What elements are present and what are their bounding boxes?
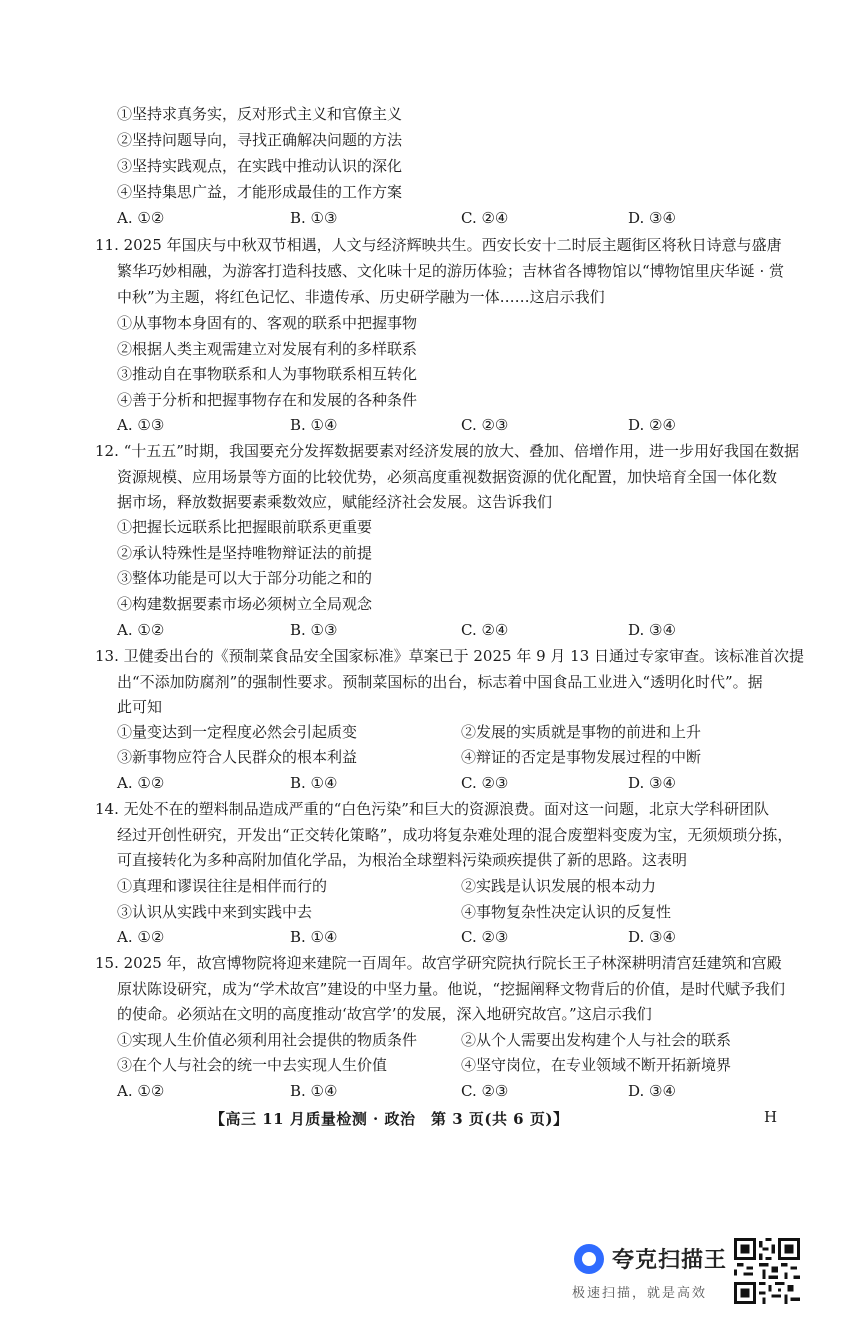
q14-item-3: ③认识从实践中来到实践中去	[117, 903, 313, 921]
q13-option-a: A. ①②	[117, 774, 165, 792]
q10-option-c: C. ②④	[461, 209, 509, 227]
q11-item-1: ①从事物本身固有的、客观的联系中把握事物	[117, 314, 418, 332]
q13-stem-line-3: 此可知	[117, 698, 163, 716]
q15-stem-line-1: 15. 2025 年，故宫博物院将迎来建院一百周年。故宫学研究院执行院长王子林深耕明清宫廷建筑和宫殿	[95, 954, 782, 972]
q15-option-c: C. ②③	[461, 1082, 509, 1100]
q15-item-2: ②从个人需要出发构建个人与社会的联系	[461, 1031, 732, 1049]
q13-item-1: ①量变达到一定程度必然会引起质变	[117, 723, 358, 741]
q14-stem-line-2: 经过开创性研究，开发出“正交转化策略”，成功将复杂难处理的混合废塑料变废为宝，无须烦琐分拣，	[117, 826, 793, 844]
q10-item-4: ④坚持集思广益，才能形成最佳的工作方案	[117, 183, 403, 201]
q13-stem-line-1: 13. 卫健委出台的《预制菜食品安全国家标准》草案已于 2025 年 9 月 13 日通过专家审查。该标准首次提	[95, 647, 805, 665]
q11-stem-line-1: 11. 2025 年国庆与中秋双节相遇，人文与经济辉映共生。西安长安十二时辰主题街区将秋日诗意与盛唐	[95, 236, 782, 254]
q11-item-3: ③推动自在事物联系和人为事物联系相互转化	[117, 365, 418, 383]
q12-stem-line-3: 据市场，释放数据要素乘数效应，赋能经济社会发展。这告诉我们	[117, 493, 553, 511]
scanner-slogan: 极速扫描，就是高效	[572, 1286, 708, 1301]
q15-option-a: A. ①②	[117, 1082, 165, 1100]
q14-item-4: ④事物复杂性决定认识的反复性	[461, 903, 672, 921]
scanner-brand-name: 夸克扫描王	[612, 1248, 728, 1273]
q12-option-b: B. ①③	[290, 621, 338, 639]
q14-option-d: D. ③④	[628, 928, 676, 946]
q13-option-b: B. ①④	[290, 774, 338, 792]
q12-stem-line-1: 12. “十五五”时期，我国要充分发挥数据要素对经济发展的放大、叠加、倍增作用，进一步用好我国在数据	[95, 442, 799, 460]
qr-code-icon	[734, 1238, 800, 1304]
q14-option-b: B. ①④	[290, 928, 338, 946]
q10-option-a: A. ①②	[117, 209, 165, 227]
q11-option-b: B. ①④	[290, 416, 338, 434]
q12-option-c: C. ②④	[461, 621, 509, 639]
q14-stem-line-3: 可直接转化为多种高附加值化学品，为根治全球塑料污染顽疾提供了新的思路。这表明	[117, 851, 688, 869]
q15-stem-line-2: 原状陈设研究，成为“学术故宫”建设的中坚力量。他说，“挖掘阐释文物背后的价值，是时代赋予我们	[117, 980, 786, 998]
q12-item-2: ②承认特殊性是坚持唯物辩证法的前提	[117, 544, 373, 562]
q14-item-1: ①真理和谬误往往是相伴而行的	[117, 877, 328, 895]
q11-item-2: ②根据人类主观需建立对发展有利的多样联系	[117, 340, 418, 358]
q10-item-3: ③坚持实践观点，在实践中推动认识的深化	[117, 157, 403, 175]
q11-option-d: D. ②④	[628, 416, 676, 434]
q10-option-b: B. ①③	[290, 209, 338, 227]
q14-option-c: C. ②③	[461, 928, 509, 946]
q15-item-1: ①实现人生价值必须利用社会提供的物质条件	[117, 1031, 418, 1049]
q12-option-d: D. ③④	[628, 621, 676, 639]
scanner-logo-icon	[574, 1244, 604, 1274]
q11-item-4: ④善于分析和把握事物存在和发展的各种条件	[117, 391, 418, 409]
q13-item-2: ②发展的实质就是事物的前进和上升	[461, 723, 702, 741]
q15-item-4: ④坚守岗位，在专业领域不断开拓新境界	[461, 1056, 732, 1074]
q14-option-a: A. ①②	[117, 928, 165, 946]
q14-item-2: ②实践是认识发展的根本动力	[461, 877, 657, 895]
q12-option-a: A. ①②	[117, 621, 165, 639]
q11-option-c: C. ②③	[461, 416, 509, 434]
q13-item-3: ③新事物应符合人民群众的根本利益	[117, 748, 358, 766]
scanner-watermark	[570, 1240, 730, 1300]
q11-stem-line-3: 中秋”为主题，将红色记忆、非遗传承、历史研学融为一体……这启示我们	[117, 288, 605, 306]
q13-item-4: ④辩证的否定是事物发展过程的中断	[461, 748, 702, 766]
q11-option-a: A. ①③	[117, 416, 165, 434]
q12-stem-line-2: 资源规模、应用场景等方面的比较优势，必须高度重视数据资源的优化配置，加快培育全国一体化数	[117, 468, 778, 486]
q15-item-3: ③在个人与社会的统一中去实现人生价值	[117, 1056, 388, 1074]
q14-stem-line-1: 14. 无处不在的塑料制品造成严重的“白色污染”和巨大的资源浪费。面对这一问题，北京大学科研团队	[95, 800, 769, 818]
q12-item-4: ④构建数据要素市场必须树立全局观念	[117, 595, 373, 613]
q10-item-2: ②坚持问题导向，寻找正确解决问题的方法	[117, 131, 403, 149]
q15-option-d: D. ③④	[628, 1082, 676, 1100]
q11-stem-line-2: 繁华巧妙相融，为游客打造科技感、文化味十足的游历体验；吉林省各博物馆以“博物馆里庆华诞 · 赏	[117, 262, 784, 280]
q13-option-c: C. ②③	[461, 774, 509, 792]
page-footer: 【高三 11 月质量检测 · 政治 第 3 页(共 6 页)】	[210, 1110, 569, 1128]
q12-item-1: ①把握长远联系比把握眼前联系更重要	[117, 518, 373, 536]
q10-option-d: D. ③④	[628, 209, 676, 227]
q13-stem-line-2: 出“不添加防腐剂”的强制性要求。预制菜国标的出台，标志着中国食品工业进入“透明化时代”。据	[117, 673, 763, 691]
q13-option-d: D. ③④	[628, 774, 676, 792]
q12-item-3: ③整体功能是可以大于部分功能之和的	[117, 569, 373, 587]
paper-code: H	[764, 1108, 778, 1126]
q10-item-1: ①坚持求真务实，反对形式主义和官僚主义	[117, 105, 403, 123]
q15-option-b: B. ①④	[290, 1082, 338, 1100]
q15-stem-line-3: 的使命。必须站在文明的高度推动‘故宫学’的发展，深入地研究故宫。”这启示我们	[117, 1005, 652, 1023]
